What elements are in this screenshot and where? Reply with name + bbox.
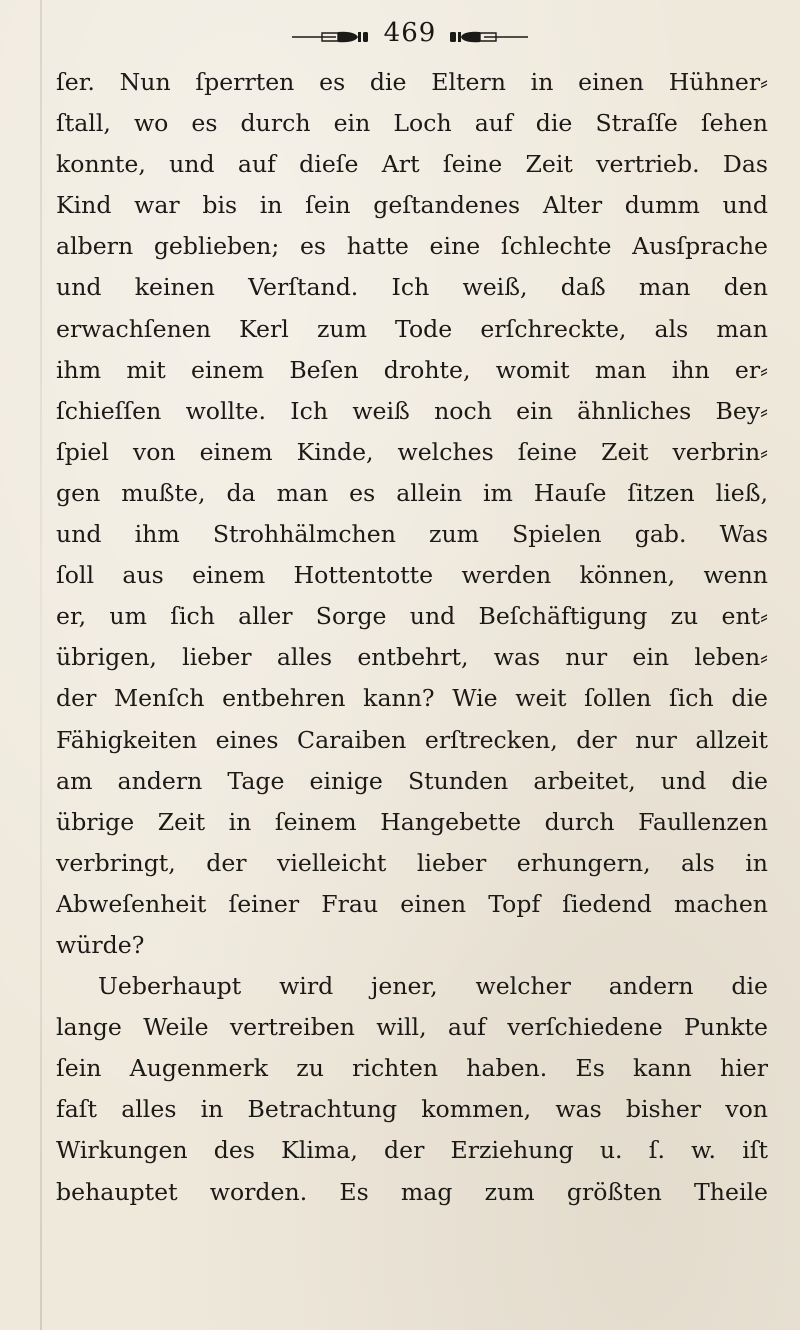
text-line: ſer. Nun ſperrten es die Eltern in einen Hühner⸗ [56, 68, 768, 96]
text-line: erwachſenen Kerl zum Tode erſchreckte, als man [56, 314, 768, 343]
page-number: 469 [383, 18, 437, 48]
text-line: ſtall, wo es durch ein Loch auf die Straſſe ſehen [56, 109, 768, 138]
text-line: Kind war bis in ſein geſtandenes Alter dumm und [56, 191, 768, 220]
text-line: konnte, und auf dieſe Art ſeine Zeit vertrieb. Das [56, 150, 768, 179]
text-line: Ueberhaupt wird jener, welcher andern die [98, 972, 768, 1001]
text-line: am andern Tage einige Stunden arbeitet, und die [56, 766, 768, 795]
text-line: lange Weile vertreiben will, auf verſchiedene Punkte [56, 1013, 768, 1042]
text-line: und keinen Verſtand. Ich weiß, daß man den [56, 273, 768, 302]
text-line: ſein Augenmerk zu richten haben. Es kann hier [56, 1054, 768, 1083]
text-line: gen mußte, da man es allein im Hauſe ſitzen ließ, [56, 478, 768, 507]
body-text [56, 62, 768, 1213]
text-line: albern geblieben; es hatte eine ſchlechte Ausſprache [56, 232, 768, 261]
paragraph-2 [56, 966, 768, 1213]
text-line: Abweſenheit ſeiner Frau einen Topf ſiedend machen [56, 889, 768, 918]
text-line: verbringt, der vielleicht lieber erhungern, als in [56, 848, 768, 877]
text-line: übrige Zeit in ſeinem Hangebette durch Faullenzen [56, 807, 768, 836]
text-line: ſchieſſen wollte. Ich weiß noch ein ähnliches Bey⸗ [56, 396, 768, 425]
text-line: er, um ſich aller Sorge und Beſchäftigung zu ent⸗ [56, 602, 768, 631]
text-line: ſpiel von einem Kinde, welches ſeine Zeit verbrin⸗ [56, 437, 768, 466]
text-line: ihm mit einem Beſen drohte, womit man ihn er⸗ [56, 355, 768, 384]
text-line: der Menſch entbehren kann? Wie weit ſollen ſich die [56, 684, 768, 713]
text-line: behauptet worden. Es mag zum größten Theile [56, 1177, 768, 1206]
paragraph-1 [56, 62, 768, 966]
ornament-fist-pointing-right-icon [292, 30, 370, 44]
page-header [0, 16, 800, 56]
text-line: ſoll aus einem Hottentotte werden können, wenn [56, 561, 768, 590]
text-line: würde? [56, 930, 145, 959]
ornament-fist-pointing-left-icon [448, 30, 528, 44]
text-line: und ihm Strohhälmchen zum Spielen gab. Was [56, 520, 768, 549]
binding-gutter [40, 0, 42, 1330]
text-line: übrigen, lieber alles entbehrt, was nur ein leben⸗ [56, 643, 768, 672]
text-line: Fähigkeiten eines Caraiben erſtrecken, der nur allzeit [56, 725, 768, 754]
text-line: faſt alles in Betrachtung kommen, was bisher von [56, 1095, 768, 1124]
text-line: Wirkungen des Klima, der Erziehung u. ſ. w. iſt [56, 1136, 768, 1165]
